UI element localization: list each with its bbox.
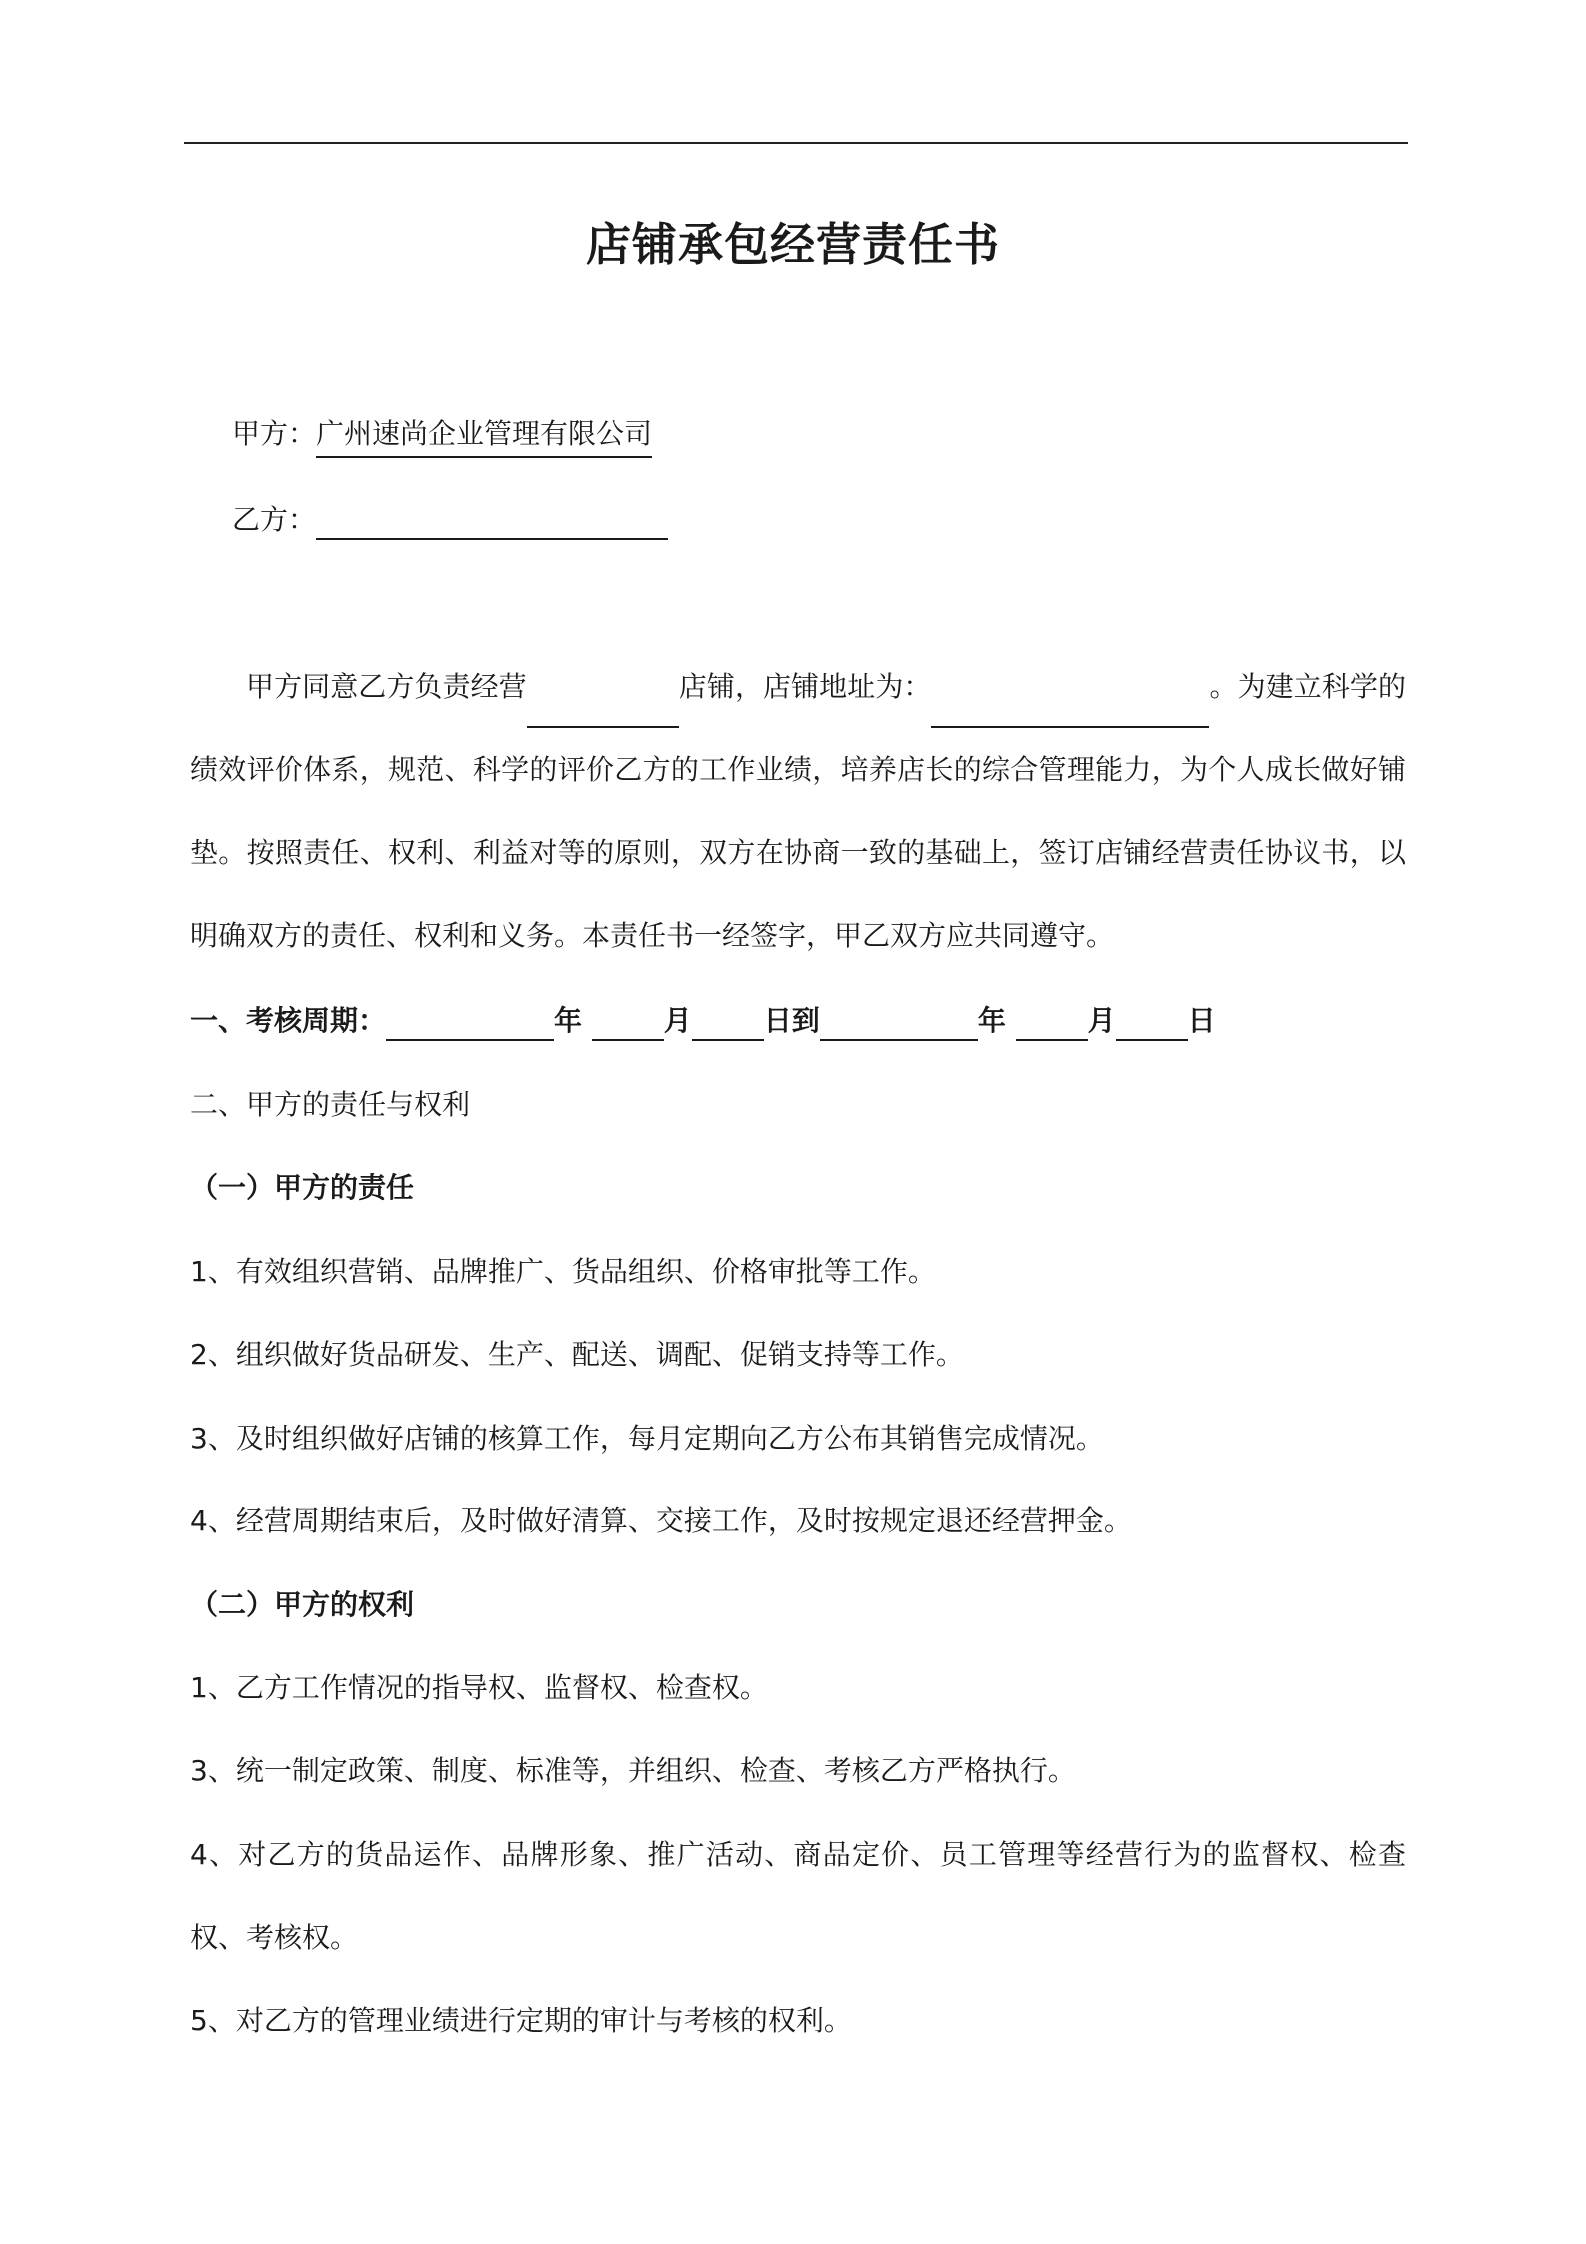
period-day-2: 日: [1187, 1004, 1216, 1037]
subsection-rights-heading: （二）甲方的权利: [190, 1588, 415, 1621]
right-item: 5、对乙方的管理业绩进行定期的审计与考核的权利。: [190, 2004, 852, 2037]
subsection-responsibilities-heading: （一）甲方的责任: [190, 1171, 415, 1204]
period-label: 一、考核周期：: [190, 1004, 387, 1037]
right-item: 1、乙方工作情况的指导权、监督权、检查权。: [190, 1671, 768, 1704]
document-title: 店铺承包经营责任书: [585, 218, 1000, 271]
end-year-blank: [820, 1005, 978, 1041]
period-month-2: 月: [1087, 1004, 1116, 1037]
responsibility-item: 2、组织做好货品研发、生产、配送、调配、促销支持等工作。: [190, 1338, 964, 1371]
party-a-label: 甲方：: [232, 417, 317, 450]
right-item: 3、统一制定政策、制度、标准等，并组织、检查、考核乙方严格执行。: [190, 1754, 1076, 1787]
period-year-2: 年: [977, 1004, 1006, 1037]
party-a-value: 广州速尚企业管理有限公司: [316, 414, 652, 458]
store-address-blank: [931, 692, 1209, 728]
start-year-blank: [386, 1005, 554, 1041]
party-b-blank: [316, 504, 668, 540]
period-day-to: 日到: [763, 1004, 820, 1037]
period-month-1: 月: [663, 1004, 692, 1037]
responsibility-item: 4、经营周期结束后，及时做好清算、交接工作，及时按规定退还经营押金。: [190, 1504, 1132, 1537]
responsibility-item: 3、及时组织做好店铺的核算工作，每月定期向乙方公布其销售完成情况。: [190, 1422, 1104, 1455]
intro-paragraph: [190, 645, 1406, 977]
intro-text-2: 店铺，店铺地址为：: [678, 670, 932, 703]
party-b-line: [232, 500, 668, 540]
header-rule: [184, 142, 1408, 144]
party-b-label: 乙方：: [232, 503, 317, 536]
end-day-blank: [1116, 1005, 1188, 1041]
party-a-line: [232, 414, 652, 458]
intro-text-3: 。为建立科学的绩效评价体系，规范、科学的评价乙方的工作业绩，培养店长的综合管理能力，为个人成长做好铺垫。按照责任、权利、利益对等的原则，双方在协商一致的基础上，签订店铺经营责任协议书，以明确双方的责任、权利和义务。本责任书一经签字，甲乙双方应共同遵守。: [190, 670, 1406, 952]
period-year-1: 年: [554, 1004, 583, 1037]
start-day-blank: [692, 1005, 764, 1041]
intro-text-1: 甲方同意乙方负责经营: [246, 670, 527, 703]
right-item: 4、对乙方的货品运作、品牌形象、推广活动、商品定价、员工管理等经营行为的监督权、检查权、考核权。: [190, 1838, 1406, 1954]
end-month-blank: [1016, 1005, 1088, 1041]
section-2-heading: 二、甲方的责任与权利: [190, 1088, 471, 1121]
period-line: [190, 1001, 1216, 1041]
start-month-blank: [592, 1005, 664, 1041]
responsibility-item: 1、有效组织营销、品牌推广、货品组织、价格审批等工作。: [190, 1255, 936, 1288]
store-name-blank: [527, 692, 679, 728]
